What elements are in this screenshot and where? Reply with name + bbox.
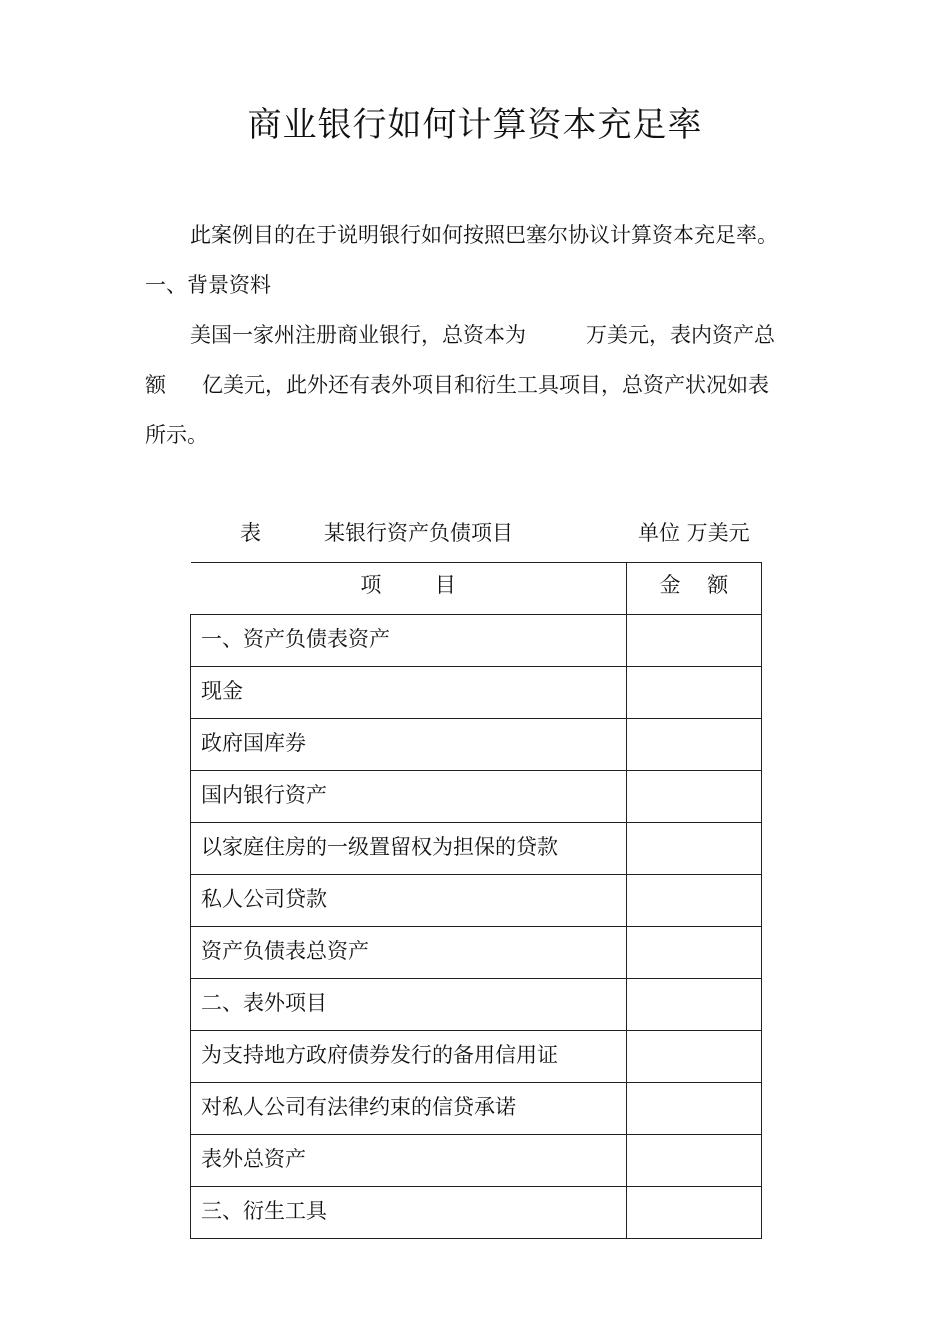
table-caption-unit: 单位 万美元 — [638, 521, 750, 545]
table-row — [191, 823, 762, 875]
row-item: 对私人公司有法律约束的信贷承诺 — [191, 1083, 627, 1135]
row-item: 国内银行资产 — [191, 771, 627, 823]
balance-sheet-table — [190, 562, 762, 1239]
row-amount — [626, 719, 761, 771]
row-item: 以家庭住房的一级置留权为担保的贷款 — [191, 823, 627, 875]
table-row — [191, 615, 762, 667]
background-line-3: 所示。 — [145, 423, 208, 447]
table-row — [191, 771, 762, 823]
table-row — [191, 719, 762, 771]
row-item: 一、资产负债表资产 — [191, 615, 627, 667]
background-text-2a: 额 — [145, 373, 166, 397]
row-item: 为支持地方政府债券发行的备用信用证 — [191, 1031, 627, 1083]
table-row — [191, 1135, 762, 1187]
background-text-1b: 万美元，表内资产总 — [586, 323, 775, 347]
row-item: 政府国库券 — [191, 719, 627, 771]
row-amount — [626, 667, 761, 719]
document-title: 商业银行如何计算资本充足率 — [247, 105, 703, 145]
table-row — [191, 1083, 762, 1135]
table-caption-prefix: 表 — [240, 521, 261, 545]
row-item: 资产负债表总资产 — [191, 927, 627, 979]
row-amount — [626, 979, 761, 1031]
header-amount-label: 金 额 — [659, 573, 729, 597]
background-line-2 — [145, 370, 815, 400]
header-item-label: 项 目 — [360, 573, 456, 597]
table-row — [191, 667, 762, 719]
header-amount — [626, 563, 761, 615]
row-amount — [626, 615, 761, 667]
table-row — [191, 875, 762, 927]
row-item: 现金 — [191, 667, 627, 719]
row-amount — [626, 771, 761, 823]
row-item: 私人公司贷款 — [191, 875, 627, 927]
intro-paragraph: 此案例目的在于说明银行如何按照巴塞尔协议计算资本充足率。 — [190, 223, 778, 247]
row-item: 三、衍生工具 — [191, 1187, 627, 1239]
table-caption-title: 某银行资产负债项目 — [324, 521, 513, 545]
background-text-2b: 亿美元，此外还有表外项目和衍生工具项目，总资产状况如表 — [202, 373, 769, 397]
table-row — [191, 927, 762, 979]
background-text-1a: 美国一家州注册商业银行，总资本为 — [190, 323, 526, 347]
row-amount — [626, 1187, 761, 1239]
header-item — [191, 563, 627, 615]
row-amount — [626, 823, 761, 875]
table-row — [191, 979, 762, 1031]
row-amount — [626, 1135, 761, 1187]
table-header-row — [191, 563, 762, 615]
row-amount — [626, 1031, 761, 1083]
row-amount — [626, 927, 761, 979]
section-heading-background: 一、背景资料 — [145, 273, 271, 297]
background-line-1 — [190, 320, 860, 350]
row-item: 表外总资产 — [191, 1135, 627, 1187]
row-item: 二、表外项目 — [191, 979, 627, 1031]
row-amount — [626, 1083, 761, 1135]
table-row — [191, 1187, 762, 1239]
table-row — [191, 1031, 762, 1083]
row-amount — [626, 875, 761, 927]
